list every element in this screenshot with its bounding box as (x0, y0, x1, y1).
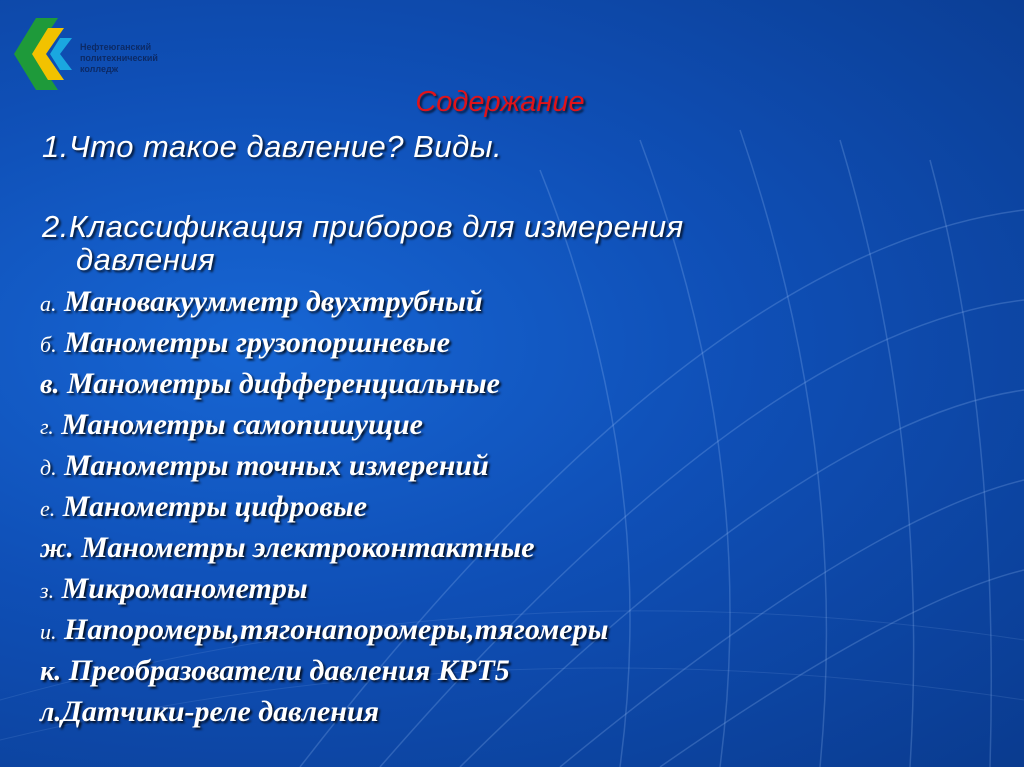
sub-item-label: Манометры цифровые (62, 490, 368, 523)
sub-item-marker: в. (40, 369, 60, 400)
sub-item (40, 613, 608, 647)
sub-item-marker: б. (40, 332, 57, 357)
sub-item-marker: к. (40, 656, 62, 687)
sub-item-marker: и. (40, 619, 57, 644)
sub-item (40, 490, 367, 524)
toc-item-1: 1.Что такое давление? Виды. (42, 129, 503, 164)
toc-item-2-continued: давления (76, 242, 216, 277)
sub-item-label: Манометры дифференциальные (67, 367, 500, 400)
sub-item (40, 531, 535, 565)
college-logo (14, 14, 194, 94)
sub-item-marker: е. (40, 496, 56, 521)
sub-item-label: Манометры грузопоршневые (64, 326, 451, 359)
sub-item-label: Напоромеры,тягонапоромеры,тягомеры (64, 613, 609, 646)
sub-item-label: Манометры самопишущие (61, 408, 423, 441)
sub-item-marker: л. (40, 697, 62, 728)
sub-item (40, 285, 483, 319)
sub-item-label: Преобразователи давления КРТ5 (68, 654, 510, 687)
sub-item (40, 326, 450, 360)
sub-item-label: Датчики-реле давления (61, 695, 380, 728)
sub-item-label: Микроманометры (61, 572, 308, 605)
college-logo-text (80, 42, 210, 75)
logo-line: Нефтеюганский (80, 42, 152, 52)
sub-item (40, 572, 308, 606)
logo-line: колледж (80, 64, 119, 74)
sub-item (40, 367, 500, 401)
sub-item-marker: г. (40, 414, 54, 439)
sub-item-marker: з. (40, 578, 55, 603)
sub-item (40, 654, 510, 688)
college-logo-emblem (14, 14, 84, 94)
sub-item (40, 695, 379, 729)
sub-item-marker: ж. (40, 533, 74, 564)
logo-line: политехнический (80, 53, 158, 63)
slide-title: Содержание (415, 86, 585, 118)
sub-item-label: Мановакуумметр двухтрубный (64, 285, 483, 318)
sub-item-marker: д. (40, 455, 57, 480)
sub-item-marker: а. (40, 291, 57, 316)
toc-item-2: 2.Классификация приборов для измерения (42, 209, 684, 244)
sub-item-label: Манометры электроконтактные (81, 531, 535, 564)
sub-item (40, 449, 489, 483)
sub-item (40, 408, 423, 442)
sub-item-label: Манометры точных измерений (64, 449, 489, 482)
